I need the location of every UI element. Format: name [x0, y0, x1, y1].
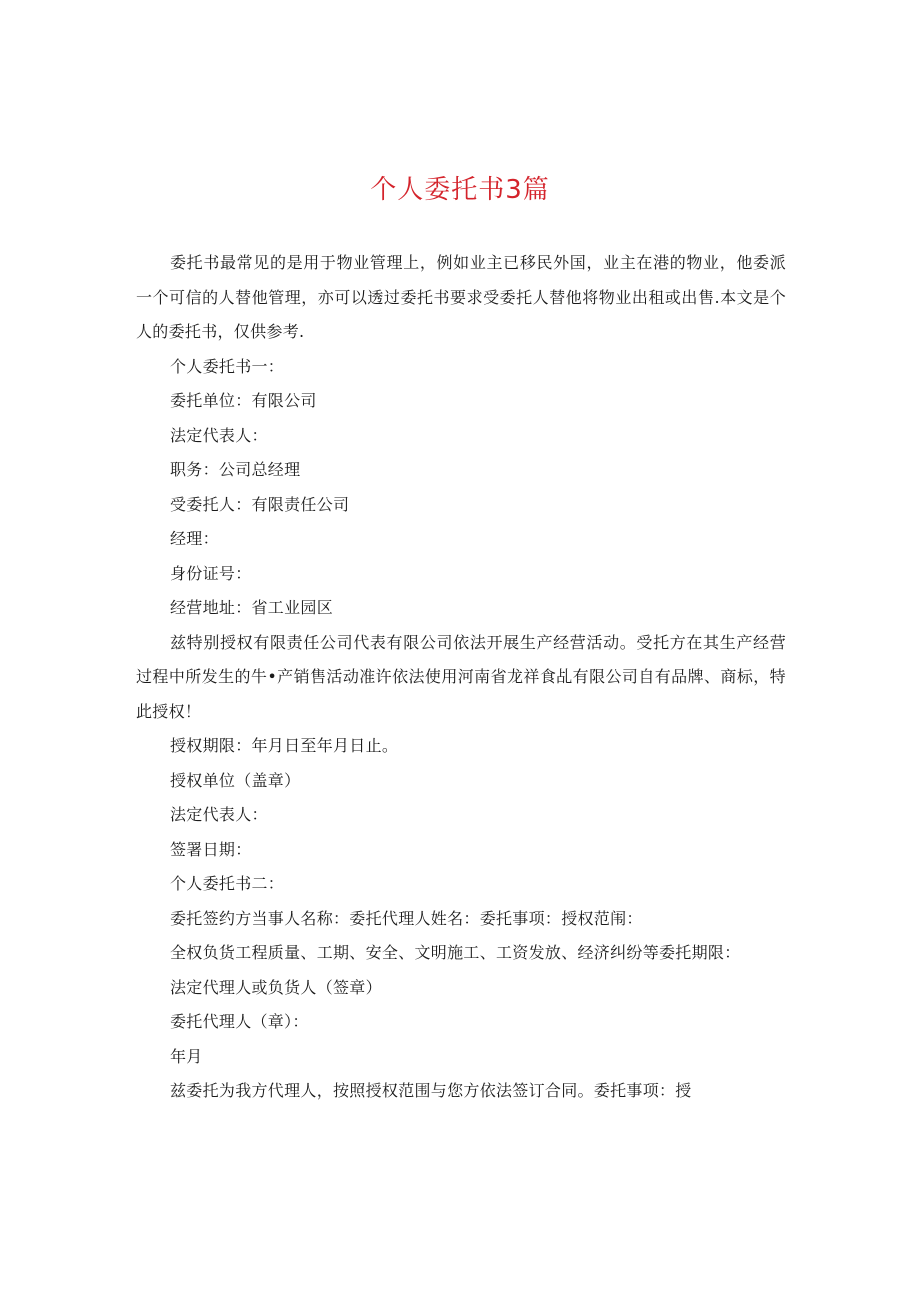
paragraph: 授权单位（盖章） — [170, 770, 301, 790]
paragraph: 兹委托为我方代理人，按照授权范围与您方依法签订合同。委托事项：授 — [170, 1081, 692, 1100]
paragraph: 法定代理人或负货人（签章） — [170, 977, 382, 997]
paragraph: 法定代表人： — [170, 805, 268, 824]
paragraph: 年月 — [170, 1046, 203, 1066]
section-heading-1: 个人委托书一： — [170, 356, 285, 376]
paragraph: 经营地址：省工业园区 — [170, 598, 334, 617]
paragraph: 全权负货工程质量、工期、安全、文明施工、工资发放、经济纠纷等委托期限： — [170, 943, 741, 962]
page-title: 个人委托书3篇 — [370, 175, 550, 205]
paragraph-intro: 委托书最常见的是用于物业管理上，例如业主已移民外国，业主在港的物业，他委派一个可信的人替他管理，亦可以透过委托书要求受委托人替他将物业出租或出售.本文是个人的委托书，仅供参考. — [136, 253, 786, 341]
paragraph: 授权期限：年月日至年月日止。 — [170, 736, 399, 755]
document-body — [136, 246, 786, 1109]
paragraph: 签署日期： — [170, 839, 252, 859]
paragraph: 委托签约方当事人名称：委托代理人姓名：委托事项：授权范闱： — [170, 908, 643, 928]
paragraph: 身份证号： — [170, 563, 252, 583]
paragraph: 职务：公司总经理 — [170, 460, 301, 479]
section-heading-2: 个人委托书二： — [170, 874, 285, 893]
paragraph: 委托代理人（章）： — [170, 1012, 309, 1031]
paragraph-authorization: 兹特别授权有限责任公司代表有限公司依法开展生产经营活动。受托方在其生产经营过程中所发生的牛•产销售活动准许依法使用河南省龙祥食乩有限公司自有品牌、商标，特此授权！ — [136, 632, 786, 721]
paragraph: 经理： — [170, 529, 219, 548]
paragraph: 法定代表人： — [170, 425, 268, 445]
paragraph: 委托单位：有限公司 — [170, 391, 317, 410]
paragraph: 受委托人：有限责任公司 — [170, 494, 350, 514]
